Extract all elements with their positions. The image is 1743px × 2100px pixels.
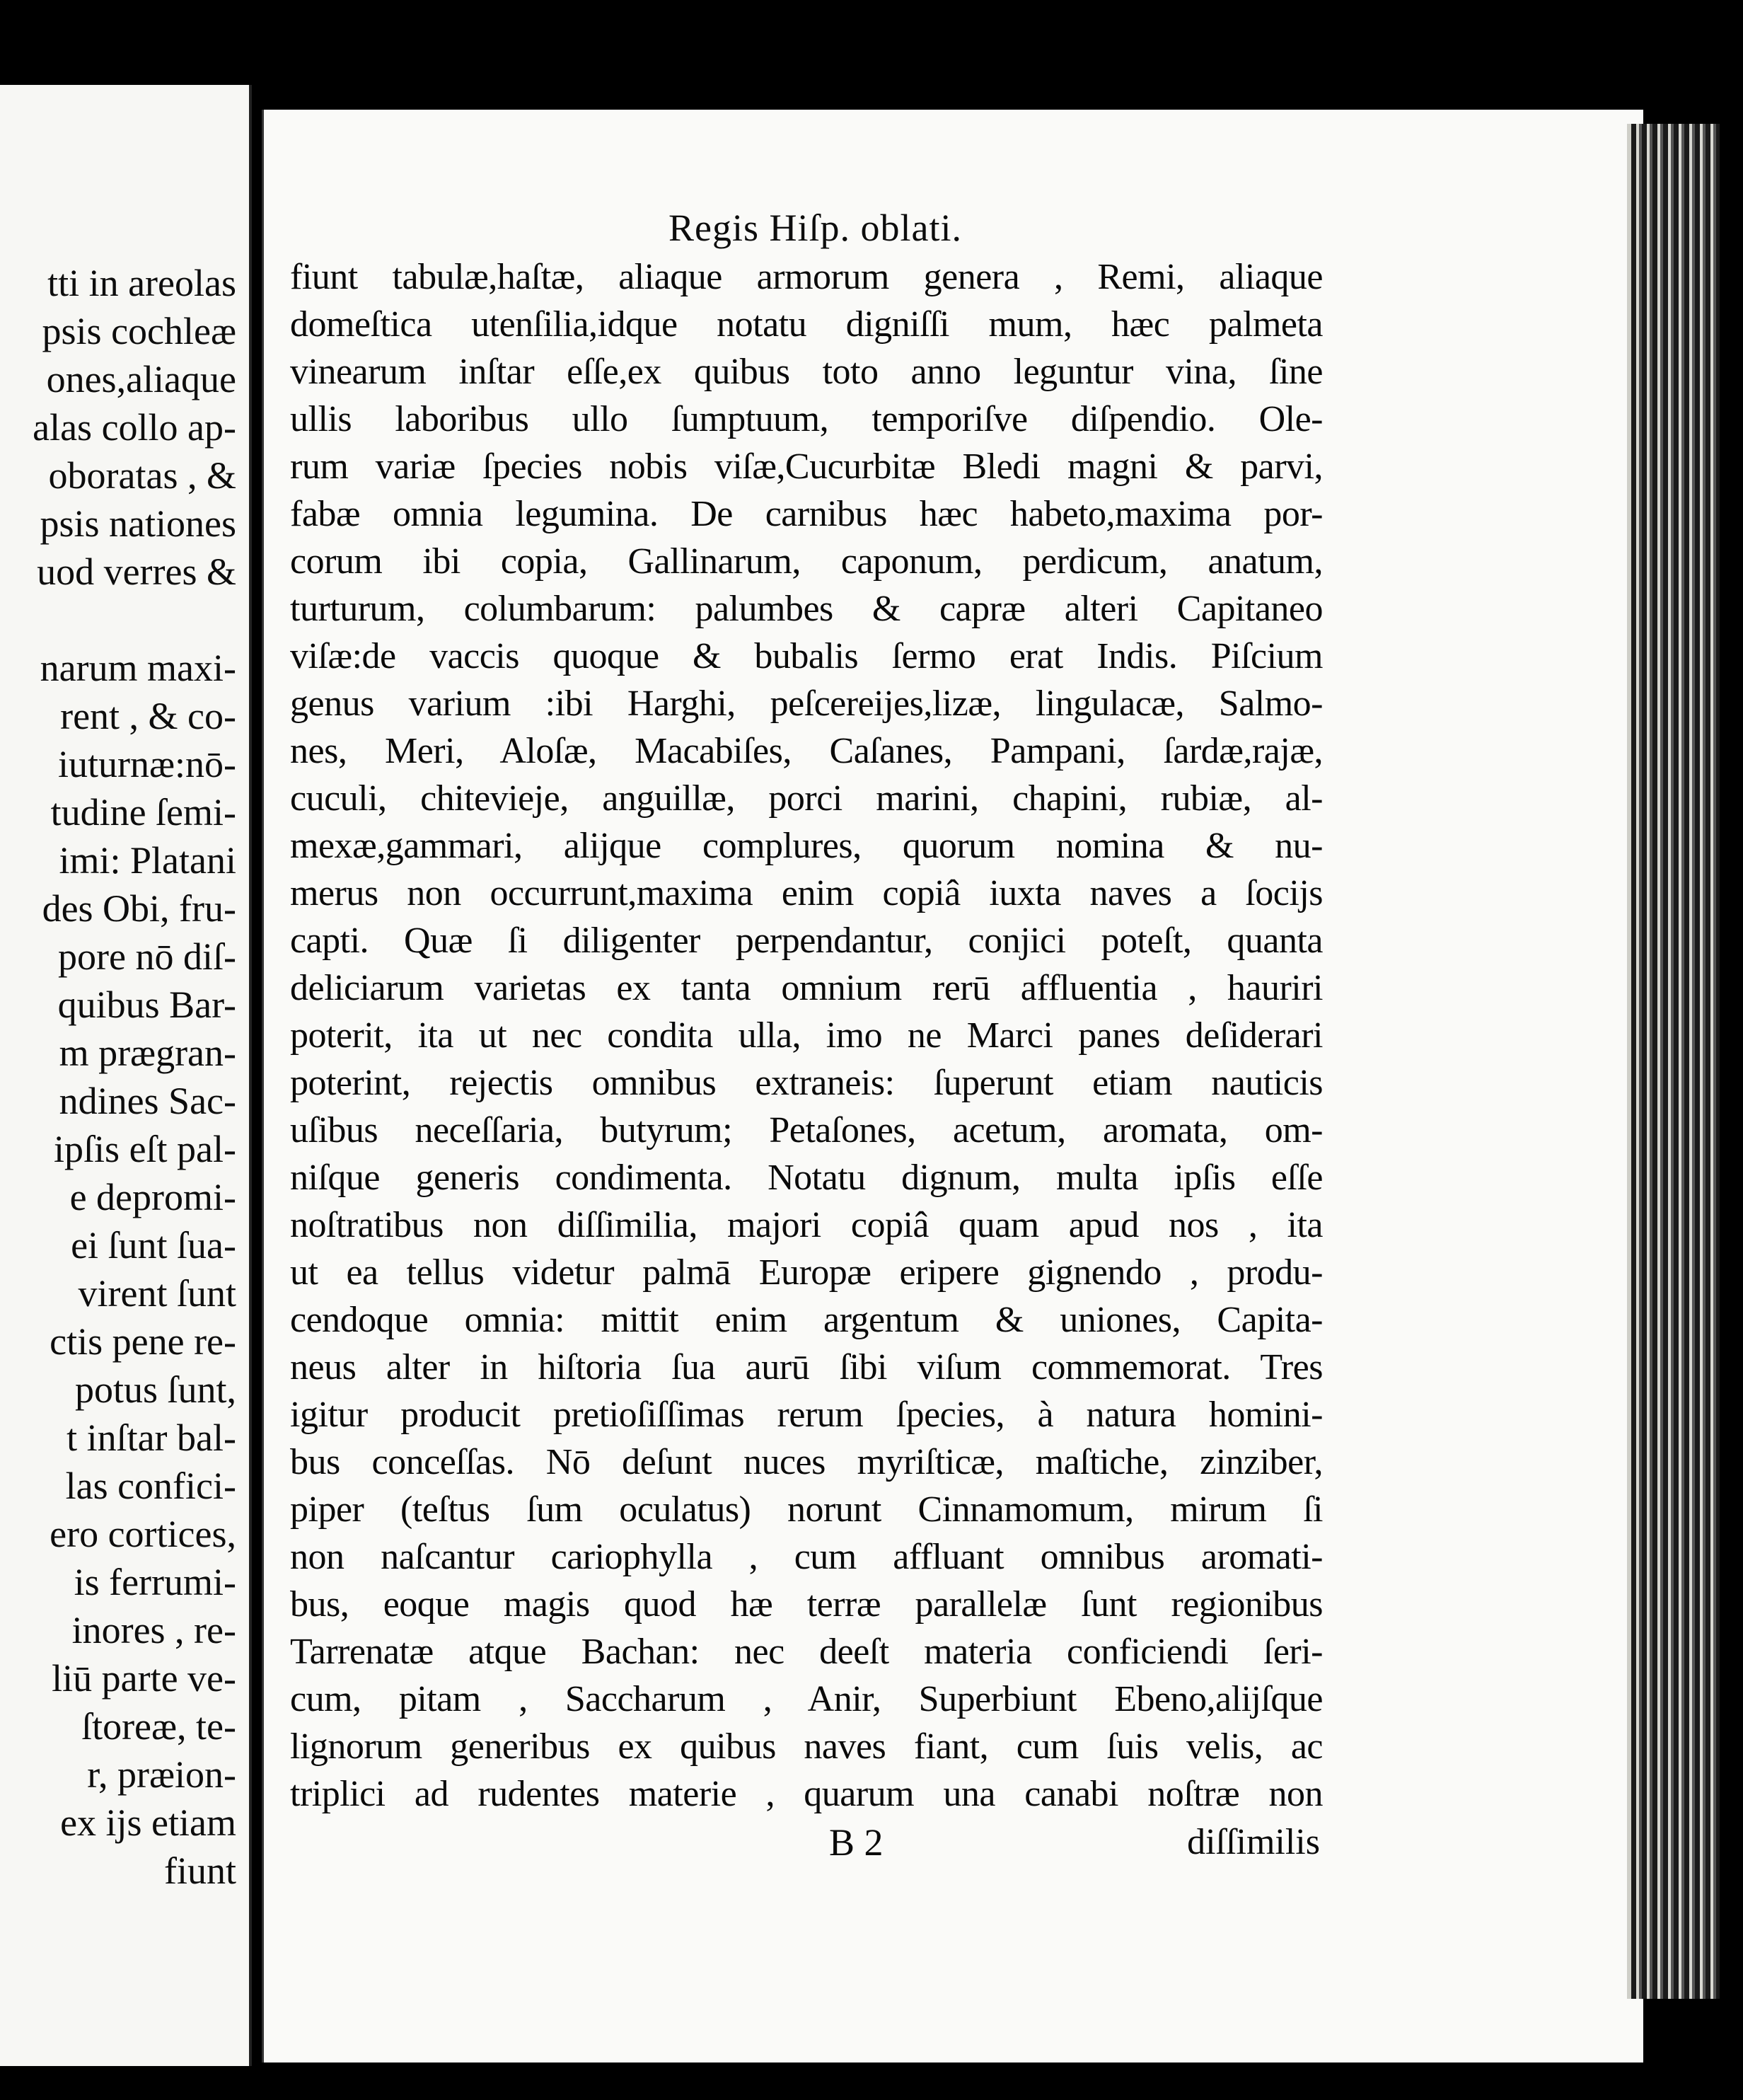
left-page-line: des Obi, fru- bbox=[42, 887, 236, 930]
left-page-line: ex ijs etiam bbox=[60, 1801, 236, 1844]
text-line: piper (teſtus ſum oculatus) norunt Cinnamomum, mirum ſi bbox=[290, 1489, 1323, 1530]
text-line: fiunt tabulæ,haſtæ, aliaque armorum genera , Remi, aliaque bbox=[290, 257, 1323, 297]
left-page-line: ones,aliaque bbox=[46, 358, 236, 400]
text-line: uſibus neceſſaria, butyrum; Petaſones, acetum, aromata, om- bbox=[290, 1110, 1323, 1150]
left-page-line: inores , re- bbox=[71, 1609, 236, 1651]
left-page-line: iuturnæ:nō- bbox=[58, 743, 236, 785]
left-page-line: imi: Platani bbox=[59, 839, 236, 882]
signature-mark: B 2 bbox=[829, 1821, 884, 1864]
text-line: ut ea tellus videtur palmā Europæ eripere gignendo , produ- bbox=[290, 1252, 1323, 1293]
text-line: nes, Meri, Aloſæ, Macabiſes, Caſanes, Pampani, ſardæ,rajæ, bbox=[290, 731, 1323, 771]
text-line: deliciarum varietas ex tanta omnium rerū affluentia , hauriri bbox=[290, 968, 1323, 1008]
left-page-line: quibus Bar- bbox=[57, 983, 236, 1026]
left-page-line: fiunt bbox=[164, 1850, 236, 1892]
text-line: igitur producit pretioſiſſimas rerum ſpecies, à natura homini- bbox=[290, 1395, 1323, 1435]
text-line: rum variæ ſpecies nobis viſæ,Cucurbitæ Bledi magni & parvi, bbox=[290, 446, 1323, 487]
text-line: niſque generis condimenta. Notatu dignum, multa ipſis eſſe bbox=[290, 1158, 1323, 1198]
text-line: bus, eoque magis quod hæ terræ parallelæ ſunt regionibus bbox=[290, 1584, 1323, 1625]
text-line: cendoque omnia: mittit enim argentum & uniones, Capita- bbox=[290, 1300, 1323, 1340]
left-page-line: tti in areolas bbox=[47, 262, 236, 304]
text-line: capti. Quæ ſi diligenter perpendantur, conjici poteſt, quanta bbox=[290, 921, 1323, 961]
text-line: fabæ omnia legumina. De carnibus hæc habeto,maxima por- bbox=[290, 494, 1323, 534]
page-edge bbox=[1627, 124, 1720, 1999]
left-page-line: alas collo ap- bbox=[33, 406, 236, 449]
left-page-line: m prægran- bbox=[59, 1032, 236, 1074]
text-line: non naſcantur cariophylla , cum affluant omnibus aromati- bbox=[290, 1537, 1323, 1577]
text-line: viſæ:de vaccis quoque & bubalis ſermo erat Indis. Piſcium bbox=[290, 636, 1323, 676]
left-page-line: oboratas , & bbox=[48, 454, 236, 497]
left-page-line: is ferrumi- bbox=[74, 1561, 236, 1603]
text-line: ullis laboribus ullo ſumptuum, temporiſve diſpendio. Ole- bbox=[290, 399, 1323, 439]
text-line: turturum, columbarum: palumbes & capræ alteri Capitaneo bbox=[290, 589, 1323, 629]
text-line: vinearum inſtar eſſe,ex quibus toto anno leguntur vina, ſine bbox=[290, 352, 1323, 392]
left-page-line: las confici- bbox=[65, 1465, 236, 1507]
left-page-line: ctis pene re- bbox=[50, 1320, 236, 1363]
left-page-line: potus ſunt, bbox=[74, 1368, 236, 1411]
left-page-line: pore nō diſ- bbox=[58, 935, 236, 978]
left-page-line: ipſis eſt pal- bbox=[54, 1128, 236, 1170]
text-line: neus alter in hiſtoria ſua aurū ſibi viſum commemorat. Tres bbox=[290, 1347, 1323, 1388]
left-page-line: t inſtar bal- bbox=[66, 1417, 236, 1459]
running-head: Regis Hiſp. oblati. bbox=[668, 207, 962, 249]
text-line: Tarrenatæ atque Bachan: nec deeſt materia conficiendi ſeri- bbox=[290, 1632, 1323, 1672]
left-page-line: r, præion- bbox=[87, 1753, 236, 1796]
text-line: genus varium :ibi Harghi, peſcereijes,lizæ, lingulacæ, Salmo- bbox=[290, 683, 1323, 724]
text-line: triplici ad rudentes materie , quarum una canabi noſtræ non bbox=[290, 1774, 1323, 1814]
text-line: merus non occurrunt,maxima enim copiâ iuxta naves a ſocijs bbox=[290, 873, 1323, 913]
text-line: poterint, rejectis omnibus extraneis: ſuperunt etiam nauticis bbox=[290, 1063, 1323, 1103]
catchword: diſſimilis bbox=[1187, 1822, 1320, 1862]
left-page-line: ei ſunt ſua- bbox=[71, 1224, 236, 1267]
left-page-line: psis nationes bbox=[40, 502, 236, 545]
left-page-line: tudine ſemi- bbox=[50, 791, 236, 833]
text-line: noſtratibus non diſſimilia, majori copiâ quam apud nos , ita bbox=[290, 1205, 1323, 1245]
left-page-line: e depromi- bbox=[69, 1176, 236, 1218]
text-line: lignorum generibus ex quibus naves fiant, cum ſuis velis, ac bbox=[290, 1726, 1323, 1767]
left-page bbox=[0, 85, 252, 2066]
text-line: domeſtica utenſilia,idque notatu digniſſi mum, hæc palmeta bbox=[290, 304, 1323, 345]
left-page-line: psis cochleæ bbox=[42, 310, 236, 352]
left-page-line: narum maxi- bbox=[40, 647, 236, 689]
left-page-line: ero cortices, bbox=[50, 1513, 236, 1555]
text-line: corum ibi copia, Gallinarum, caponum, perdicum, anatum, bbox=[290, 541, 1323, 582]
left-page-line: rent , & co- bbox=[60, 695, 236, 737]
text-line: mexæ,gammari, alijque complures, quorum nomina & nu- bbox=[290, 826, 1323, 866]
left-page-line: ndines Sac- bbox=[59, 1080, 236, 1122]
left-page-line: uod verres & bbox=[37, 550, 236, 593]
left-page-line: virent ſunt bbox=[78, 1272, 236, 1315]
left-page-line: liū parte ve- bbox=[52, 1657, 236, 1700]
text-line: cum, pitam , Saccharum , Anir, Superbiunt Ebeno,alijſque bbox=[290, 1679, 1323, 1719]
text-line: bus conceſſas. Nō deſunt nuces myriſticæ, maſtiche, zinziber, bbox=[290, 1442, 1323, 1482]
left-page-line: ſtoreæ, te- bbox=[81, 1705, 236, 1748]
text-line: poterit, ita ut nec condita ulla, imo ne Marci panes deſiderari bbox=[290, 1015, 1323, 1056]
text-line: cuculi, chitevieje, anguillæ, porci marini, chapini, rubiæ, al- bbox=[290, 778, 1323, 819]
